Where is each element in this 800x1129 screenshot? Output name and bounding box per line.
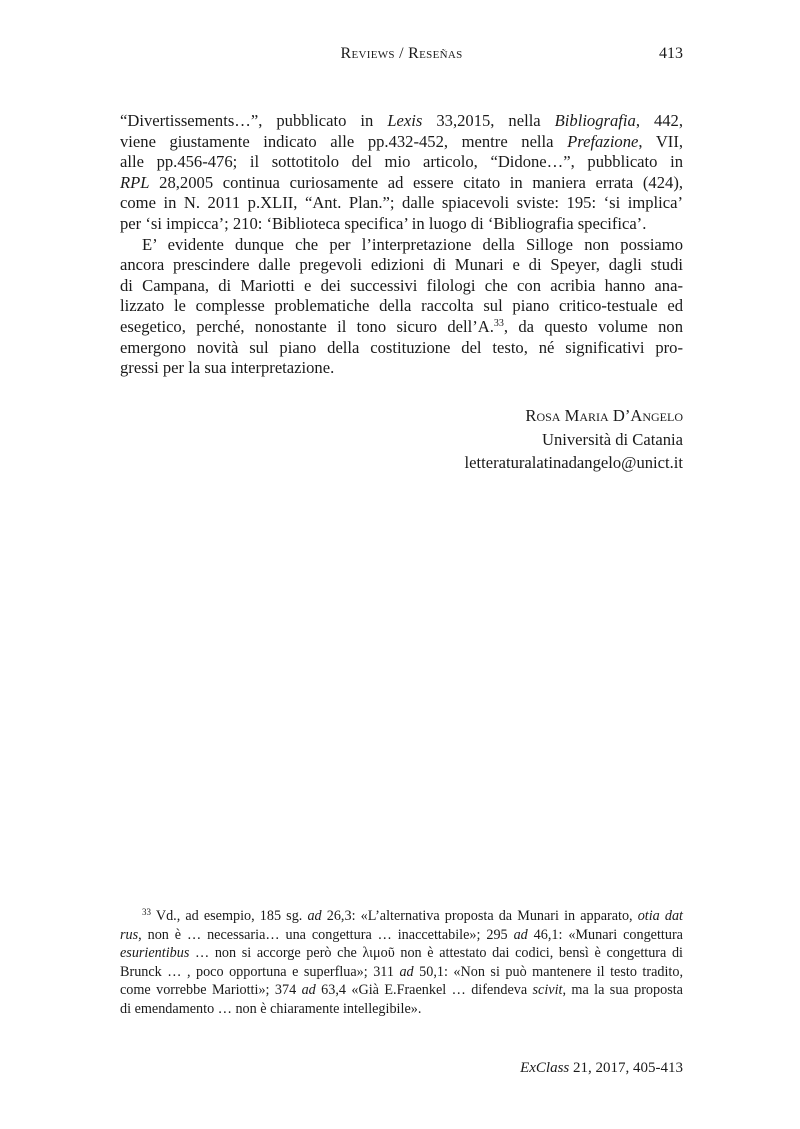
running-header: [120, 45, 683, 67]
author-affiliation: Università di Catania: [541, 429, 683, 449]
paragraph-1: [120, 111, 683, 235]
text-line: [120, 235, 683, 256]
text-segment: 46,1: «Munari congettura: [527, 926, 683, 943]
text-segment: “Divertissements…”, pubblicato in: [120, 111, 388, 130]
text-segment: Bibliografia: [554, 111, 636, 130]
text-segment: Vd., ad esempio, 185 sg.: [151, 908, 308, 924]
page-number: 413: [659, 45, 683, 62]
text-line: [120, 963, 683, 982]
text-line: [120, 338, 683, 359]
text-line: [120, 214, 683, 235]
text-segment: come in N. 2011 p.XLII, “Ant. Plan.”; dalle spiacevoli sviste: 195: ‘si implica’: [120, 193, 683, 213]
text-segment: ancora prescindere dalle pregevoli edizioni di Munari e di Speyer, dagli studi: [120, 255, 683, 275]
footnote-ref: 33: [493, 317, 504, 329]
text-line: [120, 111, 683, 132]
signature-block: [465, 404, 683, 475]
text-segment: esurientibus: [120, 945, 190, 961]
text-segment: ad: [301, 982, 316, 998]
text-segment: per ‘si impicca’; 210: ‘Biblioteca specifica’ in luogo di ‘Bibliografia specifica’.: [120, 213, 647, 233]
text-line: [120, 358, 683, 379]
text-segment: lizzato le complesse problematiche della raccolta sul piano critico-testuale ed: [120, 296, 683, 316]
text-segment: rus: [120, 926, 139, 943]
text-segment: RPL: [120, 172, 150, 192]
journal-name: ExClass: [520, 1060, 570, 1076]
running-title: Reviews / Reseñas: [340, 45, 463, 62]
text-segment: , ma la sua proposta: [562, 982, 683, 998]
text-line: [120, 907, 683, 926]
text-line: [120, 981, 683, 1000]
text-segment: Lexis: [387, 111, 423, 130]
text-segment: di Campana, di Mariotti e dei successivi filologi che con acribia hanno ana-: [120, 275, 683, 295]
text-segment: viene giustamente indicato alle pp.432-452, mentre nella: [120, 131, 568, 151]
text-line: [120, 132, 683, 153]
text-segment: 63,4 «Già E.Fraenkel … difendeva: [315, 982, 533, 998]
author-name: Rosa Maria D’Angelo: [525, 406, 683, 425]
text-segment: , 442,: [635, 111, 683, 130]
text-segment: gressi per la sua interpretazione.: [120, 358, 335, 378]
footnote-33: [120, 907, 683, 1018]
text-line: [120, 193, 683, 214]
text-segment: ad: [307, 908, 322, 924]
text-segment: , da questo volume non: [503, 316, 683, 336]
text-line: [120, 1000, 683, 1019]
text-line: [120, 317, 683, 338]
text-line: [120, 152, 683, 173]
text-segment: Prefazione: [567, 131, 639, 151]
text-segment: , non è … necessaria… una congettura … inaccettabile»; 295: [138, 926, 514, 943]
text-segment: 33,2015, nella: [422, 111, 555, 130]
text-segment: Brunck … , poco opportuna e superflua»; 311: [120, 963, 400, 980]
text-segment: 28,2005 continua curiosamente ad essere citato in maniera errata (424),: [149, 172, 683, 192]
text-segment: ad: [399, 963, 414, 980]
text-line: [120, 255, 683, 276]
text-segment: di emendamento … non è chiaramente intellegibile».: [120, 1000, 422, 1017]
text-segment: 50,1: «Non si può mantenere il testo tradito,: [413, 963, 683, 980]
text-segment: emergono novità sul piano della costituzione del testo, né significativi pro-: [120, 337, 683, 357]
footnote-ref: 33: [142, 907, 151, 917]
text-segment: come vorrebbe Mariotti»; 374: [120, 982, 302, 998]
journal-citation: 21, 2017, 405-413: [569, 1060, 683, 1076]
text-segment: ad: [513, 926, 528, 943]
text-line: [120, 296, 683, 317]
text-segment: 26,3: «L’alternativa proposta da Munari in apparato,: [321, 908, 638, 924]
text-line: [120, 944, 683, 963]
author-email[interactable]: letteraturalatinadangelo@unict.it: [464, 453, 683, 472]
text-segment: , VII,: [638, 131, 684, 151]
text-segment: scivit: [532, 982, 563, 998]
text-segment: otia dat: [637, 908, 684, 924]
text-segment: alle pp.456-476; il sottotitolo del mio articolo, “Didone…”, pubblicato in: [120, 152, 683, 172]
text-segment: E’ evidente dunque che per l’interpretazione della Silloge non possiamo: [142, 234, 683, 254]
paragraph-2: [120, 235, 683, 379]
review-body: [120, 111, 683, 379]
text-line: [120, 926, 683, 945]
text-segment: … non si accorge però che λιμοῦ non è attestato dai codici, bensì è congettura di: [189, 945, 683, 961]
text-line: [120, 173, 683, 194]
page-footer: [520, 1060, 683, 1077]
text-line: [120, 276, 683, 297]
text-segment: esegetico, perché, nonostante il tono sicuro dell’A.: [120, 316, 494, 336]
